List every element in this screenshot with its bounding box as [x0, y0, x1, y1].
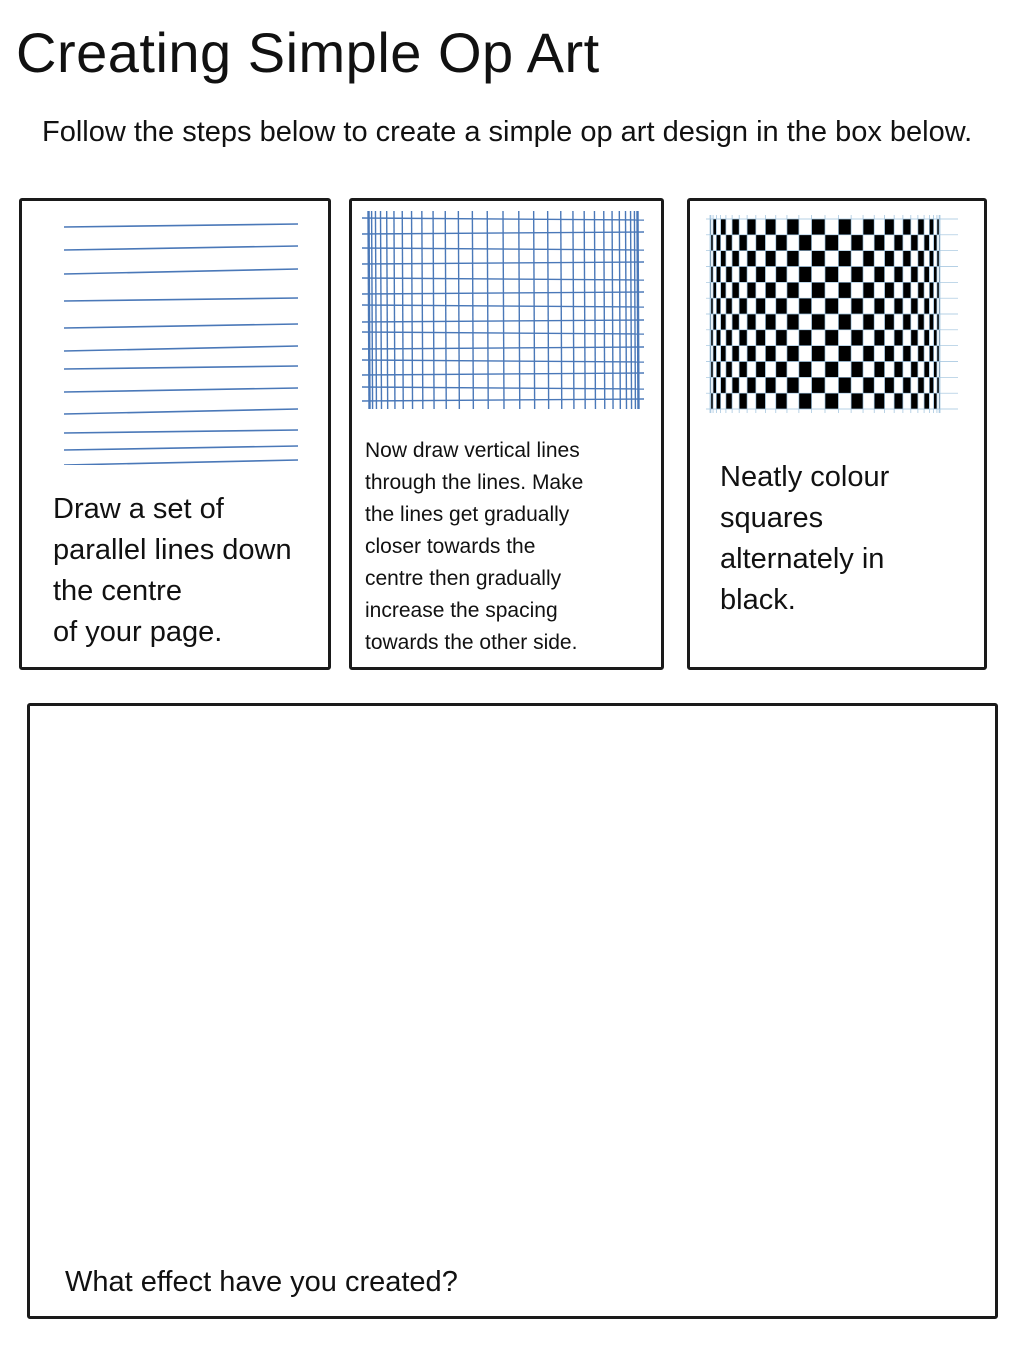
vertical-line	[534, 211, 535, 409]
checker-square	[739, 267, 747, 283]
checker-square	[863, 346, 874, 362]
checker-square	[716, 298, 720, 314]
horizontal-line	[362, 373, 644, 375]
checker-square	[776, 235, 787, 251]
checker-square	[903, 251, 911, 267]
checker-square	[863, 251, 874, 267]
checker-square	[838, 314, 851, 330]
checker-square	[885, 251, 895, 267]
checker-square	[874, 330, 884, 346]
vertical-line	[412, 211, 413, 409]
vertical-line	[402, 211, 403, 409]
checker-square	[799, 362, 812, 378]
checkerboard-illustration	[706, 215, 958, 413]
checker-square	[825, 235, 838, 251]
checker-square	[874, 267, 884, 283]
checker-square	[776, 330, 787, 346]
checker-square	[756, 393, 766, 409]
vertical-line	[634, 211, 635, 409]
checker-square	[756, 235, 766, 251]
checker-square	[765, 377, 775, 393]
checker-square	[863, 377, 874, 393]
checker-square	[776, 393, 787, 409]
checker-square	[799, 298, 812, 314]
checker-square	[726, 267, 732, 283]
checker-square	[929, 346, 933, 362]
checker-square	[739, 235, 747, 251]
checker-square	[863, 314, 874, 330]
checker-square	[765, 314, 775, 330]
parallel-line	[64, 346, 298, 351]
step-1-text: Draw a set of parallel lines down the centre of your page.	[53, 493, 292, 648]
horizontal-line	[362, 399, 644, 401]
checker-square	[894, 362, 903, 378]
checker-square	[929, 282, 933, 298]
vertical-line	[631, 211, 632, 409]
checker-square	[934, 267, 937, 283]
checker-square	[874, 362, 884, 378]
checker-square	[747, 251, 756, 267]
horizontal-line	[362, 387, 644, 389]
checker-square	[934, 330, 937, 346]
checker-square	[726, 330, 732, 346]
checker-square	[874, 298, 884, 314]
checker-square	[894, 393, 903, 409]
parallel-line	[64, 324, 298, 328]
checker-square	[934, 393, 937, 409]
step-1-panel	[19, 198, 331, 670]
checker-square	[918, 251, 924, 267]
checker-square	[732, 314, 739, 330]
checker-square	[713, 282, 716, 298]
vertical-line	[375, 211, 376, 409]
grid-lines-illustration	[360, 211, 646, 411]
vertical-line	[472, 211, 473, 409]
checker-square	[765, 282, 775, 298]
checker-square	[924, 362, 929, 378]
checker-square	[787, 251, 799, 267]
checker-square	[732, 219, 739, 235]
vertical-line	[638, 211, 639, 409]
checker-square	[812, 219, 825, 235]
checker-square	[874, 235, 884, 251]
checker-square	[825, 362, 838, 378]
checker-square	[726, 362, 732, 378]
checker-square	[739, 298, 747, 314]
checker-square	[721, 314, 726, 330]
vertical-line	[573, 211, 574, 409]
vertical-line	[619, 211, 620, 409]
checker-square	[799, 393, 812, 409]
checker-square	[934, 235, 937, 251]
checker-square	[756, 330, 766, 346]
checker-square	[812, 346, 825, 362]
checker-square	[934, 298, 937, 314]
checker-square	[851, 393, 863, 409]
parallel-line	[64, 298, 298, 301]
parallel-line	[64, 430, 298, 433]
checker-square	[903, 346, 911, 362]
vertical-line	[487, 211, 488, 409]
vertical-line	[548, 211, 549, 409]
parallel-line	[64, 269, 298, 274]
checker-square	[851, 235, 863, 251]
vertical-line	[503, 211, 504, 409]
checker-square	[756, 362, 766, 378]
checker-square	[756, 267, 766, 283]
checker-square	[863, 282, 874, 298]
checker-square	[787, 346, 799, 362]
checker-square	[776, 298, 787, 314]
checker-square	[903, 314, 911, 330]
vertical-line	[387, 211, 388, 409]
parallel-line	[64, 388, 298, 392]
checker-square	[713, 346, 716, 362]
checker-square	[929, 377, 933, 393]
checker-square	[765, 346, 775, 362]
checker-square	[894, 267, 903, 283]
checker-square	[732, 282, 739, 298]
checker-square	[929, 219, 933, 235]
checker-square	[885, 314, 895, 330]
checker-square	[799, 330, 812, 346]
checker-square	[739, 393, 747, 409]
checker-square	[765, 219, 775, 235]
vertical-line	[561, 211, 562, 409]
checker-square	[894, 235, 903, 251]
checker-square	[851, 298, 863, 314]
checker-square	[726, 393, 732, 409]
vertical-line	[584, 211, 585, 409]
step-2-text: Now draw vertical lines through the lines. Make the lines get gradually closer towards the centre then gradually increase the spacing towards the other side.	[365, 439, 584, 654]
checker-square	[825, 267, 838, 283]
checker-square	[911, 298, 918, 314]
checker-square	[739, 362, 747, 378]
parallel-line	[64, 224, 298, 227]
checker-square	[747, 377, 756, 393]
checker-square	[776, 362, 787, 378]
checker-square	[929, 251, 933, 267]
checker-square	[747, 314, 756, 330]
checker-square	[863, 219, 874, 235]
vertical-line	[381, 211, 382, 409]
checker-square	[918, 346, 924, 362]
step-2-panel	[349, 198, 664, 670]
checker-square	[838, 251, 851, 267]
checker-square	[924, 267, 929, 283]
parallel-line	[64, 446, 298, 450]
checker-square	[903, 377, 911, 393]
vertical-line	[519, 211, 520, 409]
checker-square	[812, 377, 825, 393]
checker-square	[918, 377, 924, 393]
checker-square	[799, 267, 812, 283]
checker-square	[911, 267, 918, 283]
checker-square	[911, 235, 918, 251]
checker-square	[716, 330, 720, 346]
parallel-line	[64, 366, 298, 369]
checker-square	[838, 282, 851, 298]
drawing-area[interactable]	[27, 703, 998, 1319]
checker-square	[747, 219, 756, 235]
parallel-line	[64, 409, 298, 414]
checker-square	[825, 298, 838, 314]
vertical-line	[394, 211, 395, 409]
vertical-line	[372, 211, 373, 409]
checker-square	[721, 346, 726, 362]
checker-square	[732, 251, 739, 267]
checker-square	[838, 377, 851, 393]
checker-square	[787, 314, 799, 330]
checker-square	[903, 282, 911, 298]
checker-square	[716, 362, 720, 378]
vertical-line	[604, 211, 605, 409]
checker-square	[799, 235, 812, 251]
checker-square	[885, 282, 895, 298]
vertical-line	[612, 211, 613, 409]
checker-square	[924, 393, 929, 409]
checker-square	[726, 235, 732, 251]
page-title: Creating Simple Op Art	[16, 21, 600, 84]
checker-square	[885, 346, 895, 362]
checker-square	[787, 282, 799, 298]
checker-square	[716, 235, 720, 251]
checker-square	[825, 393, 838, 409]
checker-square	[885, 377, 895, 393]
checker-square	[911, 393, 918, 409]
vertical-line	[433, 211, 434, 409]
checker-square	[765, 251, 775, 267]
checker-square	[732, 346, 739, 362]
checker-square	[885, 219, 895, 235]
checker-square	[894, 298, 903, 314]
checker-square	[713, 377, 716, 393]
checker-square	[716, 267, 720, 283]
checker-square	[812, 282, 825, 298]
vertical-line	[445, 211, 446, 409]
checker-square	[721, 282, 726, 298]
instructions-text: Follow the steps below to create a simple op art design in the box below.	[42, 116, 973, 148]
checker-square	[825, 330, 838, 346]
checker-square	[874, 393, 884, 409]
checker-square	[924, 298, 929, 314]
checker-square	[787, 377, 799, 393]
parallel-line	[64, 246, 298, 250]
checker-square	[812, 314, 825, 330]
checker-square	[918, 219, 924, 235]
step-3-panel	[687, 198, 987, 670]
checker-square	[713, 219, 716, 235]
step-3-text: Neatly colour squares alternately in black.	[720, 461, 890, 616]
checker-square	[918, 282, 924, 298]
checker-square	[721, 377, 726, 393]
checker-square	[894, 330, 903, 346]
checker-square	[838, 219, 851, 235]
checker-square	[776, 267, 787, 283]
checker-square	[911, 330, 918, 346]
vertical-line	[458, 211, 459, 409]
checker-square	[747, 346, 756, 362]
checker-square	[851, 330, 863, 346]
vertical-line	[422, 211, 423, 409]
checker-square	[924, 235, 929, 251]
checker-square	[929, 314, 933, 330]
checker-square	[713, 251, 716, 267]
reflection-question: What effect have you created?	[65, 1266, 458, 1298]
checker-square	[721, 219, 726, 235]
checker-square	[739, 330, 747, 346]
checker-square	[924, 330, 929, 346]
parallel-lines-illustration	[60, 217, 302, 465]
checker-square	[812, 251, 825, 267]
checker-square	[713, 314, 716, 330]
checker-square	[934, 362, 937, 378]
checker-square	[911, 362, 918, 378]
horizontal-line	[362, 360, 644, 362]
vertical-line	[594, 211, 595, 409]
vertical-line	[625, 211, 626, 409]
checker-square	[721, 251, 726, 267]
checker-square	[838, 346, 851, 362]
checker-square	[726, 298, 732, 314]
checker-square	[851, 362, 863, 378]
checker-square	[851, 267, 863, 283]
checker-square	[716, 393, 720, 409]
checker-square	[747, 282, 756, 298]
checker-square	[787, 219, 799, 235]
parallel-line	[64, 460, 298, 465]
checker-square	[732, 377, 739, 393]
checker-square	[918, 314, 924, 330]
checker-square	[903, 219, 911, 235]
checker-square	[756, 298, 766, 314]
